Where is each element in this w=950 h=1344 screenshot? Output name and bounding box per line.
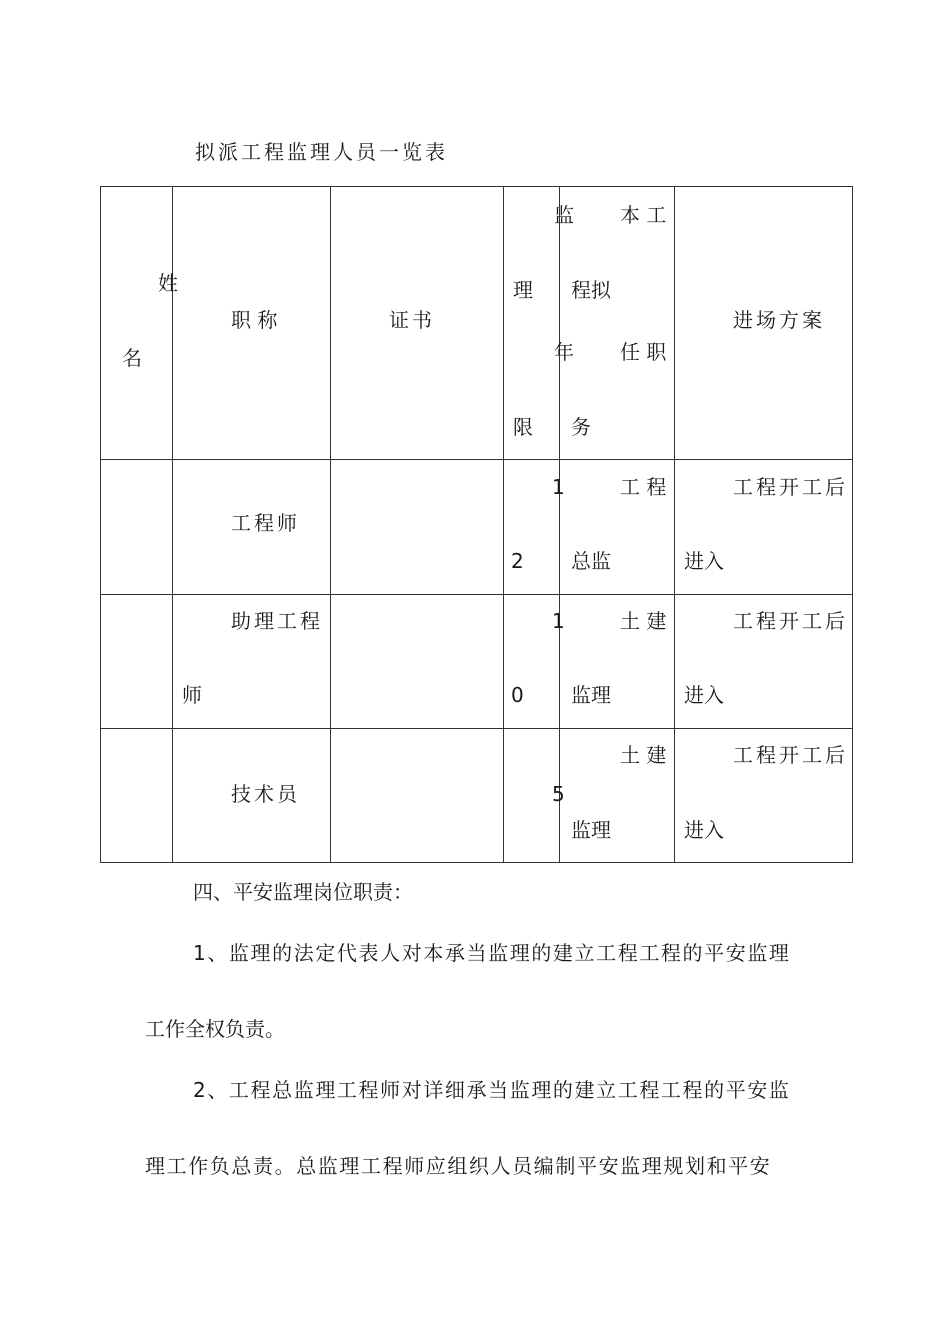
header-role-1: 监 — [554, 203, 574, 227]
row1-title: 工程师 — [231, 511, 300, 535]
row2-plan-1: 工程开工后 — [733, 609, 848, 633]
table-border-top — [100, 186, 853, 187]
paragraph-2-line-1: 2、工程总监理工程师对详细承当监理的建立工程工程的平安监 — [193, 1078, 791, 1102]
header-entry-plan: 进场方案 — [733, 308, 825, 332]
row2-title-2: 师 — [182, 683, 202, 707]
header-role-4: 年 — [554, 340, 574, 364]
header-title: 职 称 — [231, 308, 278, 332]
row3-years: 5 — [552, 782, 565, 806]
row3-title: 技术员 — [231, 782, 300, 806]
table-divider — [100, 728, 853, 729]
table-column-divider — [330, 186, 331, 863]
header-name-top: 姓 — [158, 271, 178, 295]
row3-role-2: 监理 — [571, 818, 611, 842]
table-divider — [100, 459, 853, 460]
table-column-divider — [674, 186, 675, 863]
row3-plan-2: 进入 — [684, 818, 724, 842]
header-role-6: 务 — [571, 415, 591, 439]
paragraph-2-line-2: 理工作负总责。总监理工程师应组织人员编制平安监理规划和平安 — [145, 1154, 772, 1178]
row1-plan-1: 工程开工后 — [733, 475, 848, 499]
row1-years-top: 1 — [552, 475, 565, 499]
header-role-5: 任 职 — [620, 340, 667, 364]
table-border-left — [100, 186, 101, 863]
row2-title-1: 助理工程 — [231, 609, 323, 633]
header-name-bottom: 名 — [122, 346, 142, 370]
header-role-3: 程拟 — [571, 278, 611, 302]
table-border-bottom — [100, 862, 853, 863]
paragraph-1-line-1: 1、监理的法定代表人对本承当监理的建立工程工程的平安监理 — [193, 941, 791, 965]
row2-years-top: 1 — [552, 609, 565, 633]
row1-plan-2: 进入 — [684, 549, 724, 573]
header-years-2: 限 — [513, 415, 533, 439]
table-border-right — [852, 186, 853, 863]
row2-role-2: 监理 — [571, 683, 611, 707]
header-certificate: 证书 — [389, 308, 435, 332]
table-divider — [100, 594, 853, 595]
header-years-1: 理 — [513, 278, 533, 302]
section-heading: 四、平安监理岗位职责： — [193, 880, 413, 904]
document-title: 拟派工程监理人员一览表 — [195, 140, 448, 164]
header-role-2: 本 工 — [620, 203, 667, 227]
table-column-divider — [503, 186, 504, 863]
paragraph-1-line-2: 工作全权负责。 — [145, 1017, 285, 1041]
row2-years-bottom: 0 — [511, 683, 524, 707]
row1-years-bottom: 2 — [511, 549, 524, 573]
row1-role-1: 工 程 — [620, 475, 667, 499]
row1-role-2: 总监 — [571, 549, 611, 573]
row2-role-1: 土 建 — [620, 609, 667, 633]
table-column-divider — [559, 186, 560, 863]
row3-role-1: 土 建 — [620, 743, 667, 767]
row2-plan-2: 进入 — [684, 683, 724, 707]
row3-plan-1: 工程开工后 — [733, 743, 848, 767]
